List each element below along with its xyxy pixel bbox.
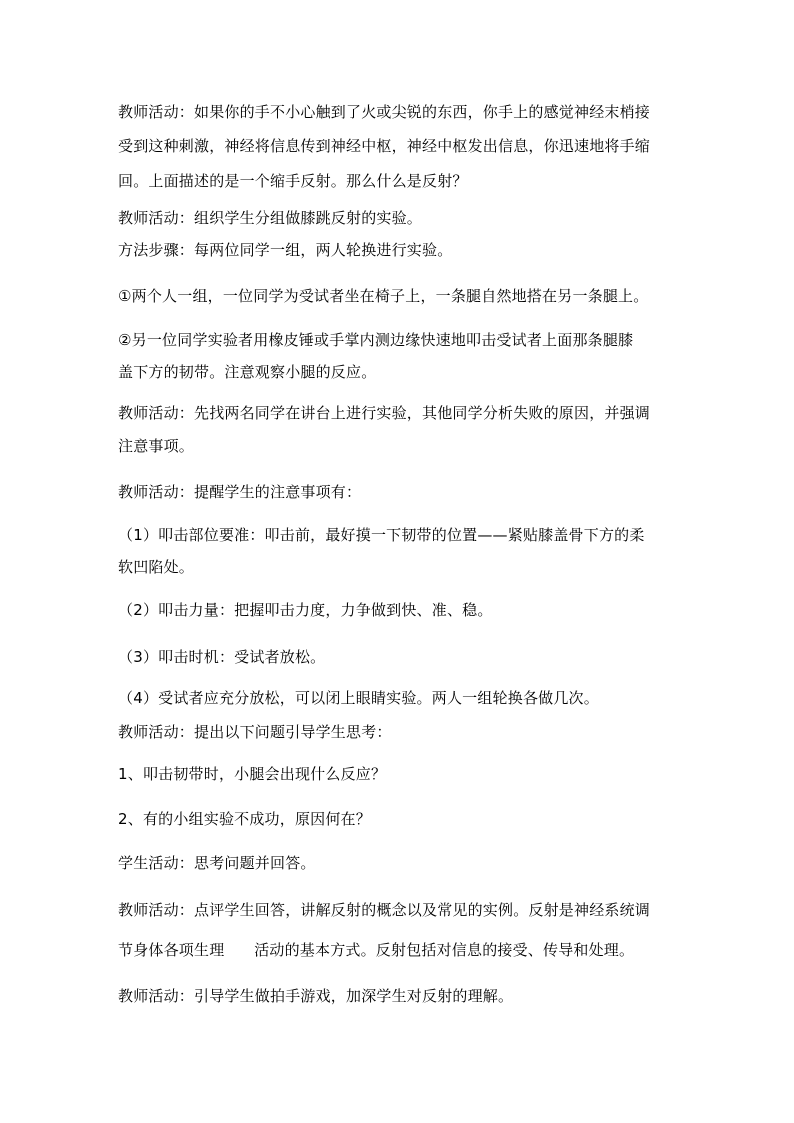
text-line: （2）叩击力量：把握叩击力度，力争做到快、准、稳。 [118,601,493,619]
text-line: 方法步骤：每两位同学一组，两人轮换进行实验。 [118,241,453,259]
text-line: 受到这种刺激，神经将信息传到神经中枢，神经中枢发出信息，你迅速地将手缩 [118,137,651,155]
text-line: ②另一位同学实验者用橡皮锤或手掌内测边缘快速地叩击受试者上面那条腿膝 [118,331,634,349]
text-line: （1）叩击部位要准：叩击前，最好摸一下韧带的位置——紧贴膝盖骨下方的柔 [118,526,645,544]
text-line: 教师活动：如果你的手不小心触到了火或尖锐的东西，你手上的感觉神经末梢接 [118,103,651,121]
text-line: 教师活动：先找两名同学在讲台上进行实验，其他同学分析失败的原因，并强调 [118,404,651,422]
text-line: 教师活动：点评学生回答，讲解反射的概念以及常见的实例。反射是神经系统调 [118,901,651,919]
text-line: 注意事项。 [118,437,195,455]
text-line: 软凹陷处。 [118,558,195,576]
text-line: （3）叩击时机：受试者放松。 [118,648,326,666]
text-line: 回。上面描述的是一个缩手反射。那么什么是反射？ [118,172,468,190]
text-line: 1、叩击韧带时，小腿会出现什么反应？ [118,765,387,783]
text-line: 教师活动：组织学生分组做膝跳反射的实验。 [118,209,423,227]
text-line: 盖下方的韧带。注意观察小腿的反应。 [118,363,377,381]
text-line: 2、有的小组实验不成功，原因何在？ [118,810,371,828]
text-line: 教师活动：提醒学生的注意事项有： [118,483,362,501]
text-line: 节身体各项生理 活动的基本方式。反射包括对信息的接受、传导和处理。 [118,941,635,959]
text-line: 教师活动：提出以下问题引导学生思考： [118,723,392,741]
text-line: （4）受试者应充分放松，可以闭上眼睛实验。两人一组轮换各做几次。 [118,689,599,707]
text-line: 学生活动：思考问题并回答。 [118,854,316,872]
text-line: ①两个人一组，一位同学为受试者坐在椅子上，一条腿自然地搭在另一条腿上。 [118,287,649,305]
text-line: 教师活动：引导学生做拍手游戏，加深学生对反射的理解。 [118,987,514,1005]
